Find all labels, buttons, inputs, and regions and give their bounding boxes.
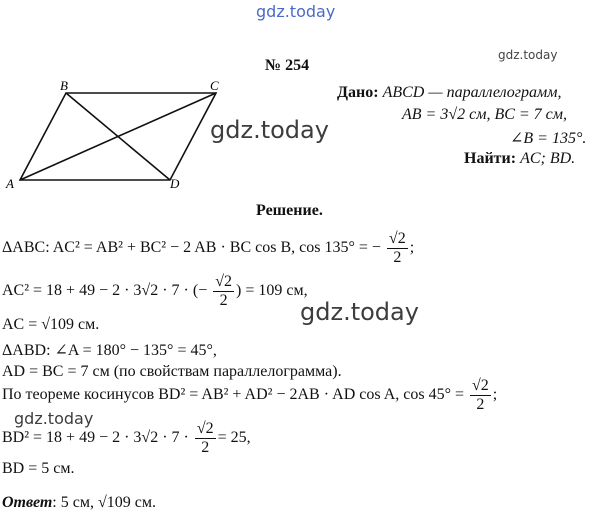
- find-line: Найти: AC; BD.: [464, 150, 576, 167]
- watermark-top: gdz.today: [256, 2, 336, 21]
- solution-line-4: ΔABD: ∠A = 180° − 135° = 45°,: [2, 342, 217, 359]
- problem-number: № 254: [265, 57, 310, 74]
- diagonal-bd: [66, 93, 170, 180]
- line-7-fraction: $\frac{√2}{2}$: [196, 420, 214, 456]
- find-text: AC; BD.: [520, 150, 576, 167]
- solution-line-1: ΔABC: AC² = AB² + BC² − 2 AB · BC cos B, cos 135° = − $\frac{√2}{2}$ ;: [2, 230, 415, 266]
- line-7-text: BD² = 18 + 49 − 2 · 3√2 · 7 ·: [2, 429, 189, 447]
- given-line-2: AB = 3√2 см, BC = 7 см,: [402, 106, 567, 123]
- solution-heading: Решение.: [256, 202, 323, 219]
- parallelogram-figure: [0, 80, 240, 190]
- given-text-1: ABCD — параллелограмм,: [382, 84, 562, 101]
- solution-line-3: AC = √109 см.: [2, 316, 100, 333]
- line-1-text: ΔABC: AC² = AB² + BC² − 2 AB · BC cos B, cos 135° = −: [2, 239, 381, 257]
- vertex-c-label: C: [210, 80, 219, 93]
- answer-line: [2, 494, 156, 512]
- vertex-d-label: D: [170, 176, 180, 190]
- line-1-fraction: $\frac{√2}{2}$: [388, 230, 406, 266]
- watermark-left-small: gdz.today: [14, 409, 94, 428]
- solution-line-6: По теореме косинусов BD² = AB² + AD² − 2AB · AD cos A, cos 45° = $\frac{√2}{2}$ ;: [2, 377, 498, 413]
- answer-label: Ответ: [2, 494, 53, 511]
- answer-text: : 5 см, √109 см.: [52, 494, 156, 511]
- solution-line-7: BD² = 18 + 49 − 2 · 3√2 · 7 · $\frac{√2}{2}$ = 25,: [2, 420, 251, 456]
- watermark-big-1: gdz.today: [210, 116, 329, 144]
- solution-line-2: AC² = 18 + 49 − 2 · 3√2 · 7 · (− $\frac{√2}{2}$ ) = 109 см,: [2, 273, 308, 309]
- find-label: Найти: [464, 150, 511, 167]
- solution-line-8: BD = 5 см.: [2, 460, 75, 477]
- solution-line-5: AD = BC = 7 см (по свойствам параллелограмма).: [2, 363, 342, 380]
- line-6-fraction: $\frac{√2}{2}$: [472, 377, 489, 413]
- watermark-big-2: gdz.today: [300, 298, 419, 326]
- line-2-fraction: $\frac{√2}{2}$: [215, 273, 232, 309]
- given-label: Дано: [337, 84, 374, 101]
- vertex-a-label: A: [6, 176, 14, 190]
- given-line-3: ∠B = 135°.: [510, 130, 587, 147]
- watermark-right-small: gdz.today: [498, 48, 558, 62]
- line-2-text: AC² = 18 + 49 − 2 · 3√2 · 7 · (−: [2, 282, 208, 300]
- line-6-text: По теореме косинусов BD² = AB² + AD² − 2AB · AD cos A, cos 45° =: [2, 386, 465, 404]
- vertex-b-label: B: [60, 80, 68, 93]
- given-line-1: Дано: ABCD — параллелограмм,: [337, 84, 562, 101]
